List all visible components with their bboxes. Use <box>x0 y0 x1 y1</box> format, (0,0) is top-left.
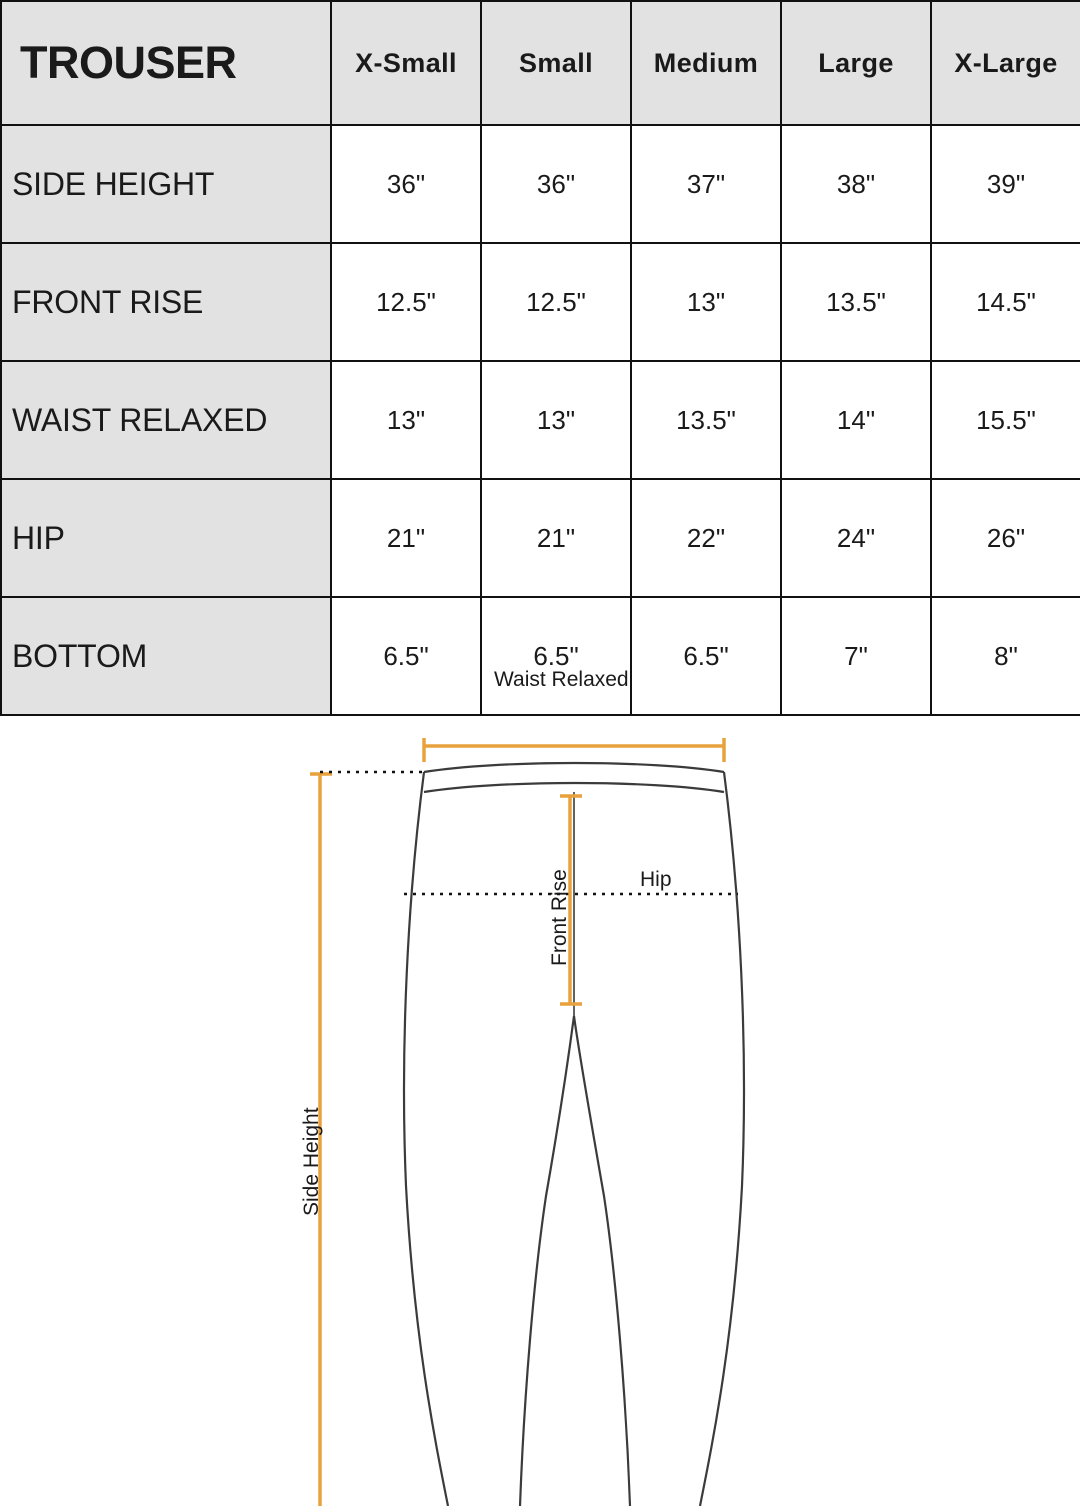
cell-side-height-medium: 37" <box>631 125 781 243</box>
cell-waist-relaxed-x-large: 15.5" <box>931 361 1080 479</box>
cell-front-rise-x-large: 14.5" <box>931 243 1080 361</box>
cell-waist-relaxed-small: 13" <box>481 361 631 479</box>
cell-bottom-x-small: 6.5" <box>331 597 481 715</box>
table-row <box>1 597 1080 715</box>
cell-side-height-x-large: 39" <box>931 125 1080 243</box>
row-label-waist-relaxed: WAIST RELAXED <box>1 361 331 479</box>
cell-hip-x-small: 21" <box>331 479 481 597</box>
trouser-diagram-svg <box>0 716 1080 1506</box>
cell-front-rise-x-small: 12.5" <box>331 243 481 361</box>
cell-side-height-large: 38" <box>781 125 931 243</box>
cell-bottom-x-large: 8" <box>931 597 1080 715</box>
side-height-label: Side Height <box>300 1107 323 1216</box>
cell-hip-x-large: 26" <box>931 479 1080 597</box>
row-label-side-height: SIDE HEIGHT <box>1 125 331 243</box>
cell-bottom-small: 6.5" <box>481 597 631 715</box>
column-header-x-small: X-Small <box>331 1 481 125</box>
cell-hip-small: 21" <box>481 479 631 597</box>
cell-waist-relaxed-large: 14" <box>781 361 931 479</box>
cell-bottom-large: 7" <box>781 597 931 715</box>
table-row <box>1 125 1080 243</box>
cell-side-height-x-small: 36" <box>331 125 481 243</box>
waist-relaxed-label: Waist Relaxed <box>494 668 629 691</box>
cell-front-rise-small: 12.5" <box>481 243 631 361</box>
cell-waist-relaxed-medium: 13.5" <box>631 361 781 479</box>
size-chart-table <box>0 0 1080 716</box>
cell-side-height-small: 36" <box>481 125 631 243</box>
column-header-large: Large <box>781 1 931 125</box>
table-title: TROUSER <box>1 1 331 125</box>
cell-hip-large: 24" <box>781 479 931 597</box>
column-header-medium: Medium <box>631 1 781 125</box>
cell-front-rise-large: 13.5" <box>781 243 931 361</box>
row-label-bottom: BOTTOM <box>1 597 331 715</box>
column-header-x-large: X-Large <box>931 1 1080 125</box>
cell-hip-medium: 22" <box>631 479 781 597</box>
trouser-outline-icon <box>404 763 744 1506</box>
front-rise-label: Front Rise <box>548 869 571 966</box>
hip-label: Hip <box>640 868 672 891</box>
trouser-measurement-diagram <box>0 668 1080 1506</box>
table-row <box>1 361 1080 479</box>
cell-front-rise-medium: 13" <box>631 243 781 361</box>
table-row <box>1 479 1080 597</box>
table-row <box>1 243 1080 361</box>
waist-relaxed-measure-line <box>424 738 724 762</box>
cell-bottom-medium: 6.5" <box>631 597 781 715</box>
cell-waist-relaxed-x-small: 13" <box>331 361 481 479</box>
column-header-small: Small <box>481 1 631 125</box>
row-label-hip: HIP <box>1 479 331 597</box>
table-header-row <box>1 1 1080 125</box>
row-label-front-rise: FRONT RISE <box>1 243 331 361</box>
